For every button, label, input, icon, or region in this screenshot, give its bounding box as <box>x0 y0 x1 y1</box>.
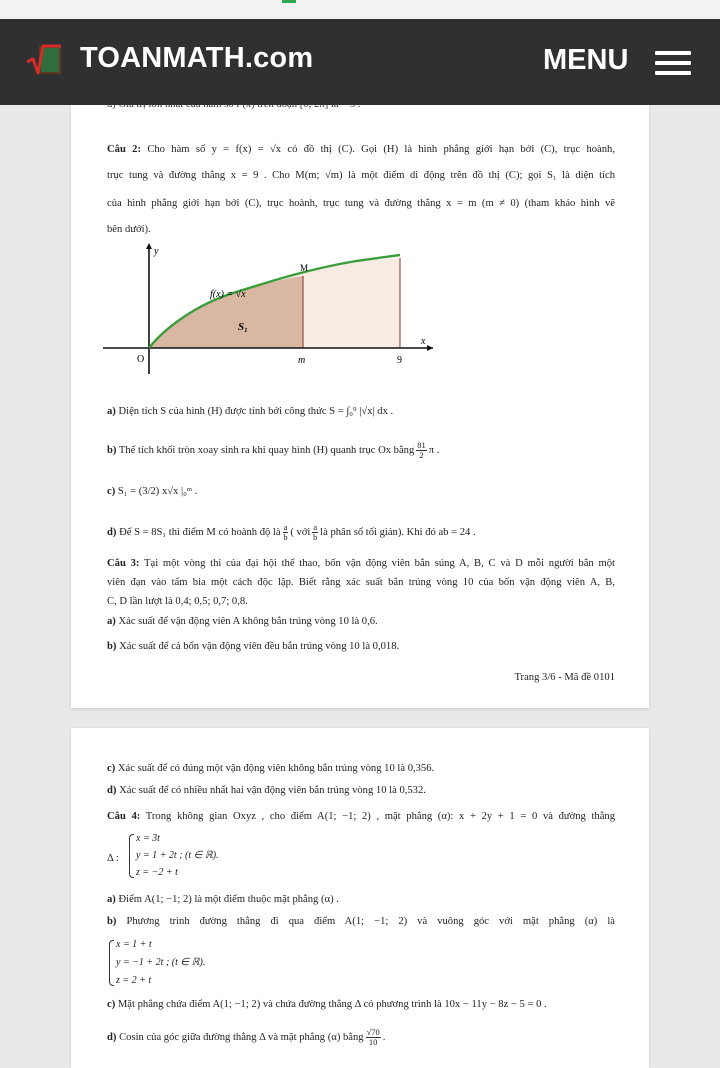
q3a: a) Xác suất để vận động viên A không bắn trúng vòng 10 là 0,6. <box>107 616 378 627</box>
q3b: b) Xác suất để cả bốn vận động viên đều bắn trúng vòng 10 là 0,018. <box>107 641 400 652</box>
q2-line-4: bên dưới). <box>107 224 151 235</box>
q3-line-3: C, D lần lượt là 0,4; 0,5; 0,7; 0,8. <box>107 596 248 607</box>
q4d: d) Cosin của góc giữa đường thẳng Δ và mặt phẳng (α) bằng $\frac{√70}{10}$ . <box>107 1027 386 1047</box>
q2d: d) Để S = 8S₁ thì điểm M có hoành độ là $\frac{a}{b}$ ( với $\frac{a}{b}$ là phân số tối giản). Khi đó ab = 24 . <box>107 522 476 542</box>
site-brand[interactable]: TOANMATH.com <box>80 42 314 74</box>
site-header <box>0 19 720 105</box>
sqrt-function-graph <box>103 240 443 380</box>
q2-line-1: Câu 2: Cho hàm số y = f(x) = √x có đồ thị (C). Gọi (H) là hình phẳng giới hạn bởi (C), trục hoành, <box>107 144 615 155</box>
system-2-brace <box>109 940 114 986</box>
origin-label: O <box>137 354 145 365</box>
s1-label: S₁ <box>238 321 248 333</box>
q4c: c) Mặt phẳng chứa điểm A(1; −1; 2) và chứa đường thẳng Δ có phương trình là 10x − 11y − 8z − 5 = 0 . <box>107 999 547 1010</box>
q2b: b) Thể tích khối tròn xoay sinh ra khi quay hình (H) quanh trục Ox bằng $\frac{81}{2}$ π . <box>107 440 440 460</box>
q3-line-1: Câu 3: Tại một vòng thi của đại hội thể thao, bốn vận động viên bắn súng A, B, C và D mỗi người bắn một <box>107 558 615 569</box>
q2-line-2: trục tung và đường thẳng x = 9 . Cho M(m; √m) là một điểm di động trên đồ thị (C); gọi S₁ là diện tích <box>107 170 615 181</box>
region-s1-fill <box>149 276 303 348</box>
q3d: d) Xác suất để có nhiều nhất hai vận động viên bắn trúng vòng 10 là 0,532. <box>107 785 426 796</box>
function-label: f(x) = √x <box>210 289 246 300</box>
menu-label[interactable]: MENU <box>543 44 629 76</box>
q2-line-3: của hình phẳng giới hạn bởi (C), trục hoành, trục tung và đường thẳng x = m (m ≠ 0) (tham khảo hình vẽ <box>107 198 615 209</box>
q4a: a) Điểm A(1; −1; 2) là một điểm thuộc mặt phẳng (α) . <box>107 894 339 905</box>
system-1-row-3: z = −2 + t <box>136 867 178 878</box>
q3c: c) Xác suất để có đúng một vận động viên không bắn trúng vòng 10 là 0,356. <box>107 763 435 774</box>
q2a: a) Diện tích S của hình (H) được tính bởi công thức S = ∫₀⁹ |√x| dx . <box>107 406 394 417</box>
y-axis-label: y <box>154 246 159 257</box>
nine-tick-label: 9 <box>397 355 402 366</box>
system-2-row-2: y = −1 + 2t ; (t ∈ ℝ). <box>116 957 206 968</box>
m-tick-label: m <box>298 355 306 366</box>
system-1-row-2: y = 1 + 2t ; (t ∈ ℝ). <box>136 850 219 861</box>
system-1-brace <box>129 834 134 878</box>
delta-label: Δ : <box>107 853 119 864</box>
q4-line-1: Câu 4: Trong không gian Oxyz , cho điểm A(1; −1; 2) , mặt phẳng (α): x + 2y + 1 = 0 và đường thẳng <box>107 811 616 822</box>
system-2-row-1: x = 1 + t <box>116 939 152 950</box>
q4b: b) Phương trình đường thẳng đi qua điểm A(1; −1; 2) và vuông góc với mặt phẳng (α) là <box>107 916 615 927</box>
document-page-4 <box>71 728 649 1068</box>
page-footer: Trang 3/6 - Mã đề 0101 <box>514 672 615 683</box>
tab-indicator <box>282 0 296 3</box>
browser-top-strip <box>0 0 720 19</box>
q3-line-2: viên đạn vào tấm bia một cách độc lập. Biết rằng xác suất bắn trúng vòng 10 của bốn vận động viên A, B, <box>107 577 615 588</box>
point-m-label: M <box>300 263 309 273</box>
sqrt-logo-icon[interactable] <box>25 42 61 76</box>
q2c: c) S₁ = (3/2) x√x |₀ᵐ . <box>107 486 198 497</box>
document-page-3 <box>71 99 649 708</box>
clipped-previous-line: d) Giá trị lớn nhất của hàm số f (x) trên đoạn [0; 2π] là − 3 . <box>107 99 361 110</box>
hamburger-menu-icon[interactable] <box>655 51 691 75</box>
system-2-row-3: z = 2 + t <box>116 975 152 986</box>
x-axis-label: x <box>421 336 426 347</box>
system-1-row-1: x = 3t <box>136 833 160 844</box>
